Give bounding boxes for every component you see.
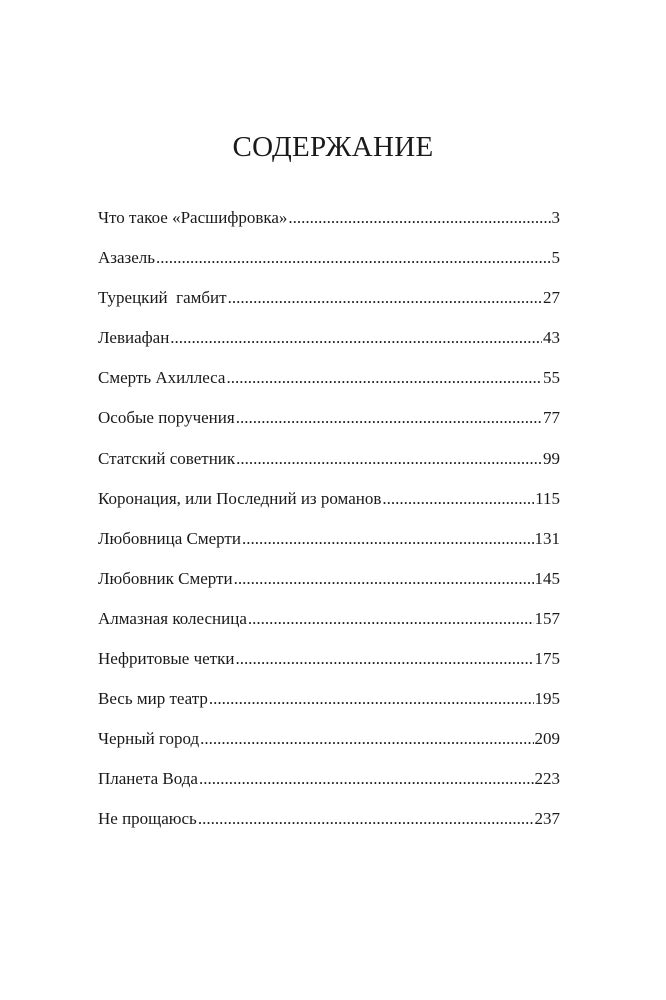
dot-leader [248,607,534,631]
toc-entry-title: Турецкий гамбит [98,288,227,308]
toc-entry-page: 27 [543,288,560,308]
toc-entry-page: 99 [543,448,560,468]
toc-entry [98,687,560,727]
dot-leader [236,447,542,471]
toc-entry-title: Азазель [98,248,156,268]
dot-leader [242,527,534,551]
toc-entry-title: Не прощаюсь [98,809,197,829]
toc-entry-title: Алмазная колесница [98,608,247,628]
toc-entry-title: Нефритовые четки [98,649,235,669]
toc-entry-page: 145 [534,568,560,588]
toc-entry-page: 43 [543,328,560,348]
dot-leader [226,366,542,390]
dot-leader [209,687,534,711]
toc-entry [98,807,560,847]
toc-entry-title: Левиафан [98,328,170,348]
toc-entry-page: 237 [534,809,560,829]
toc-entry-page: 195 [534,689,560,709]
toc-entry [98,767,560,807]
table-of-contents [98,206,560,848]
toc-entry [98,406,560,446]
dot-leader [200,727,533,751]
toc-entry-title: Особые поручения [98,408,235,428]
toc-entry [98,206,560,246]
toc-entry-page: 131 [534,528,560,548]
toc-entry-title: Весь мир театр [98,689,208,709]
toc-entry-page: 5 [551,248,560,268]
toc-entry [98,286,560,326]
toc-entry-title: Любовник Смерти [98,568,233,588]
dot-leader [382,487,534,511]
toc-entry-page: 55 [543,368,560,388]
dot-leader [234,567,534,591]
toc-entry-title: Что такое «Расшифровка» [98,208,288,227]
toc-entry [98,607,560,647]
dot-leader [156,246,550,270]
toc-entry-page: 3 [551,208,560,227]
toc-entry-page: 175 [534,649,560,669]
dot-leader [288,206,550,230]
toc-entry-page: 77 [543,408,560,428]
toc-entry-page: 157 [534,608,560,628]
toc-entry-title: Планета Вода [98,769,198,789]
toc-entry-page: 223 [534,769,560,789]
toc-entry [98,246,560,286]
toc-entry [98,447,560,487]
toc-entry [98,527,560,567]
dot-leader [199,767,534,791]
toc-entry [98,326,560,366]
dot-leader [228,286,542,310]
toc-entry-title: Смерть Ахиллеса [98,368,226,388]
toc-entry-title: Статский советник [98,448,236,468]
toc-entry-page: 115 [535,488,560,508]
toc-entry [98,647,560,687]
page-title: СОДЕРЖАНИЕ [232,131,434,163]
dot-leader [170,326,542,350]
dot-leader [236,406,542,430]
toc-entry-page: 209 [534,729,560,749]
toc-entry [98,727,560,767]
toc-entry [98,567,560,607]
dot-leader [235,647,533,671]
toc-entry [98,487,560,527]
dot-leader [198,807,534,831]
toc-entry-title: Черный город [98,729,200,749]
toc-entry-title: Любовница Смерти [98,528,241,548]
toc-entry-title: Коронация, или Последний из романов [98,488,382,508]
toc-entry [98,366,560,406]
